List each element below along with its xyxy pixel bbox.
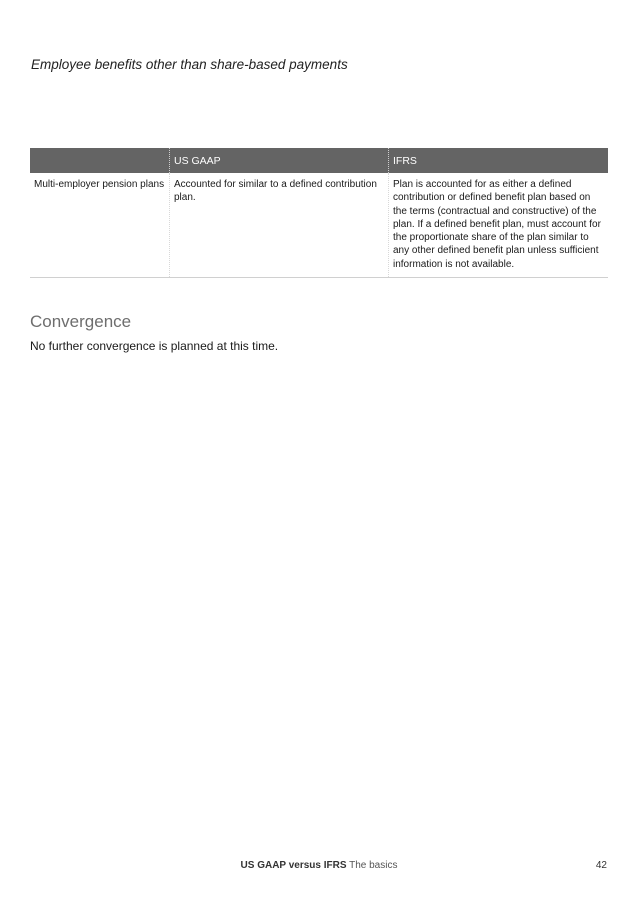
- header-us-gaap: US GAAP: [170, 148, 389, 173]
- row-topic-cell: Multi-employer pension plans: [30, 173, 170, 278]
- page-number: 42: [595, 860, 607, 871]
- row-us-gaap-cell: Accounted for similar to a defined contribution plan.: [170, 173, 389, 278]
- footer-title-bold: US GAAP versus IFRS: [240, 860, 347, 871]
- convergence-heading: Convergence: [30, 312, 132, 331]
- table-row: [30, 173, 608, 278]
- footer-document-title: [0, 860, 638, 871]
- header-topic: [30, 148, 170, 173]
- comparison-table: [30, 148, 608, 278]
- table-header-row: [30, 148, 608, 173]
- footer-title-rest: The basics: [346, 860, 398, 871]
- section-title: Employee benefits other than share-based payments: [31, 57, 348, 72]
- row-ifrs-cell: Plan is accounted for as either a defined contribution or defined benefit plan based on the terms (contractual and constructive) of the plan. If a defined benefit plan, must account for the proportionate share of the plan similar to any other defined benefit plan unless sufficient information is not available.: [389, 173, 609, 278]
- convergence-text: No further convergence is planned at this time.: [30, 339, 279, 353]
- header-ifrs: IFRS: [389, 148, 609, 173]
